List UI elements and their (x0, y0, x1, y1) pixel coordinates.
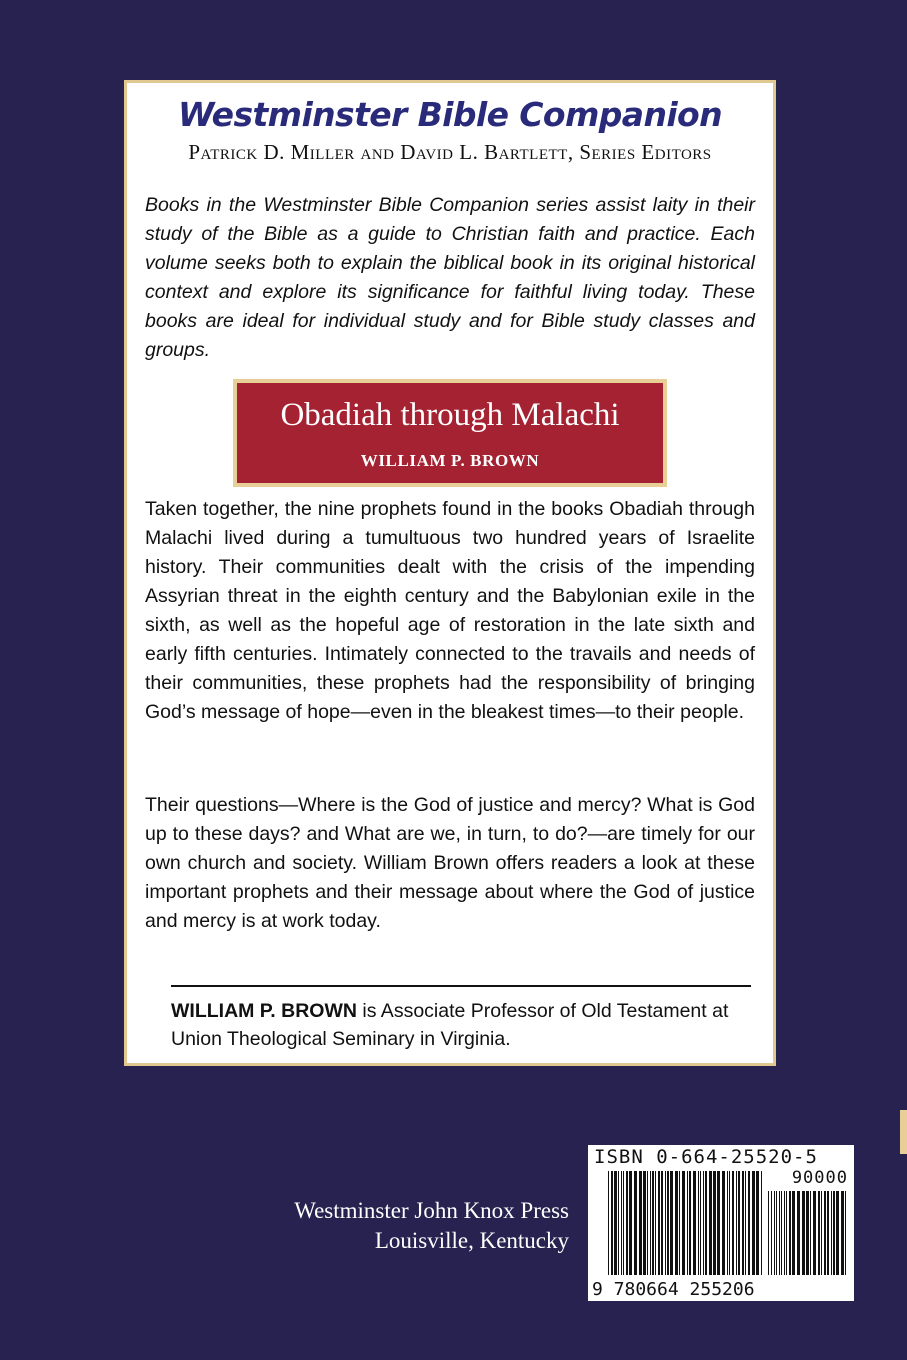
barcode-bar (700, 1171, 701, 1275)
barcode-bar (650, 1171, 651, 1275)
barcode-bar (670, 1171, 673, 1275)
publisher-location: Louisville, Kentucky (374, 1228, 569, 1253)
book-title: Obadiah through Malachi (280, 397, 620, 433)
barcode-bar (774, 1191, 775, 1275)
barcode-bar (738, 1171, 740, 1275)
barcode-box (588, 1145, 854, 1301)
barcode-bar (789, 1191, 791, 1275)
edge-tab (900, 1110, 907, 1154)
barcode-bar (629, 1171, 632, 1275)
info-panel (124, 80, 776, 1066)
barcode-bar (682, 1171, 685, 1275)
barcode-bar (776, 1191, 777, 1275)
book-title-box-inner (237, 383, 663, 483)
barcode-bar (611, 1171, 613, 1275)
addon-barcode-bars (768, 1191, 848, 1275)
barcode-bar (806, 1191, 809, 1275)
barcode-bar (833, 1191, 835, 1275)
barcode-bar (634, 1171, 637, 1275)
barcode-bar (693, 1171, 696, 1275)
barcode-bar (647, 1171, 648, 1275)
barcode-bar (818, 1191, 820, 1275)
barcode-bar (722, 1171, 725, 1275)
barcode-bar (761, 1171, 762, 1275)
barcode-bar (786, 1191, 787, 1275)
barcode-bar (626, 1171, 628, 1275)
barcode-bar (836, 1191, 839, 1275)
barcode-bar (748, 1171, 750, 1275)
barcode-bar (661, 1171, 663, 1275)
barcode-bar (639, 1171, 642, 1275)
summary-paragraph-2: Their questions—Where is the God of justice and mercy? What is God up to these days? and What are we, in turn, to do?—are timely for our own church and society. William Brown offers readers a look at these important prophets and their message about where the God of justice and mercy is at work today. (145, 794, 755, 932)
barcode-bar (667, 1171, 669, 1275)
barcode-bar (665, 1171, 666, 1275)
publisher-name: Westminster John Knox Press (294, 1198, 569, 1223)
barcode-bar (689, 1171, 691, 1275)
barcode-bar (802, 1191, 805, 1275)
barcode-bar (810, 1191, 811, 1275)
barcode-bar (824, 1191, 826, 1275)
barcode-bar (771, 1191, 772, 1275)
series-editors: Patrick D. Miller and David L. Bartlett, Series Editors (188, 140, 712, 164)
barcode-bar (732, 1171, 734, 1275)
barcode-bar (675, 1171, 678, 1275)
barcode-bar (679, 1171, 680, 1275)
series-description: Books in the Westminster Bible Companion series assist laity in their study of the Bible as a guide to Christian faith and practice. Each volume seeks both to explain the biblical book in its original historical context and explore its significance for faithful living today. These books are ideal for individual study and for Bible study classes and groups. (145, 194, 755, 361)
barcode-bar (768, 1191, 769, 1275)
barcode-bar (643, 1171, 646, 1275)
book-title-box (233, 379, 667, 487)
barcode-bar (781, 1191, 782, 1275)
barcode-bar (745, 1171, 746, 1275)
isbn-number: ISBN 0-664-25520-5 (594, 1146, 818, 1168)
barcode-bar (727, 1171, 728, 1275)
barcode-bar (827, 1191, 829, 1275)
ean-number: 9 780664 255206 (592, 1279, 755, 1300)
barcode-bar (813, 1191, 816, 1275)
barcode-bar (831, 1191, 832, 1275)
barcode-bar (621, 1171, 622, 1275)
barcode-bar (792, 1191, 795, 1275)
barcode-bar (779, 1191, 780, 1275)
barcode-bar (687, 1171, 688, 1275)
barcode-bar (752, 1171, 755, 1275)
ean-barcode-bars (608, 1171, 764, 1275)
divider-rule (171, 985, 751, 987)
barcode-bar (713, 1171, 716, 1275)
barcode-bar (784, 1191, 785, 1275)
publisher-imprint (294, 1196, 569, 1256)
barcode-bar (652, 1171, 654, 1275)
price-code: 90000 (791, 1168, 848, 1188)
author-bio-name: WILLIAM P. BROWN (171, 1000, 357, 1022)
barcode-bar (742, 1171, 744, 1275)
barcode-bar (705, 1171, 707, 1275)
barcode-bar (658, 1171, 660, 1275)
barcode-bar (717, 1171, 720, 1275)
barcode-bar (614, 1171, 617, 1275)
barcode-bar (618, 1171, 619, 1275)
author-bio-text: is Associate Professor of Old Testament at Union Theological Seminary in Virginia. (171, 1000, 729, 1050)
barcode-bar (608, 1171, 609, 1275)
barcode-bar (703, 1171, 704, 1275)
barcode-bar (841, 1191, 844, 1275)
barcode-bar (736, 1171, 737, 1275)
barcode-bar (709, 1171, 712, 1275)
barcode-bar (845, 1191, 846, 1275)
series-title: Westminster Bible Companion (177, 95, 723, 134)
barcode-bar (655, 1171, 656, 1275)
barcode-bar (729, 1171, 730, 1275)
barcode-bar (797, 1191, 800, 1275)
author-bio (171, 997, 751, 1053)
barcode-bar (698, 1171, 699, 1275)
summary-paragraph-1: Taken together, the nine prophets found in the books Obadiah through Malachi lived during a tumultuous two hundred years of Israelite history. Their communities dealt with the crisis of the impending Assyrian threat in the eighth century and the Babylonian exile in the sixth, as well as the hopeful age of restoration in the late sixth and early fifth centuries. Intimately connected to the travails and needs of their communities, these prophets had the responsibility of bringing God’s message of hope—even in the bleakest times—to their people. (145, 498, 755, 723)
barcode-bar (623, 1171, 624, 1275)
barcode-bar (821, 1191, 822, 1275)
book-author: WILLIAM P. BROWN (360, 451, 540, 470)
barcode-bar (756, 1171, 759, 1275)
